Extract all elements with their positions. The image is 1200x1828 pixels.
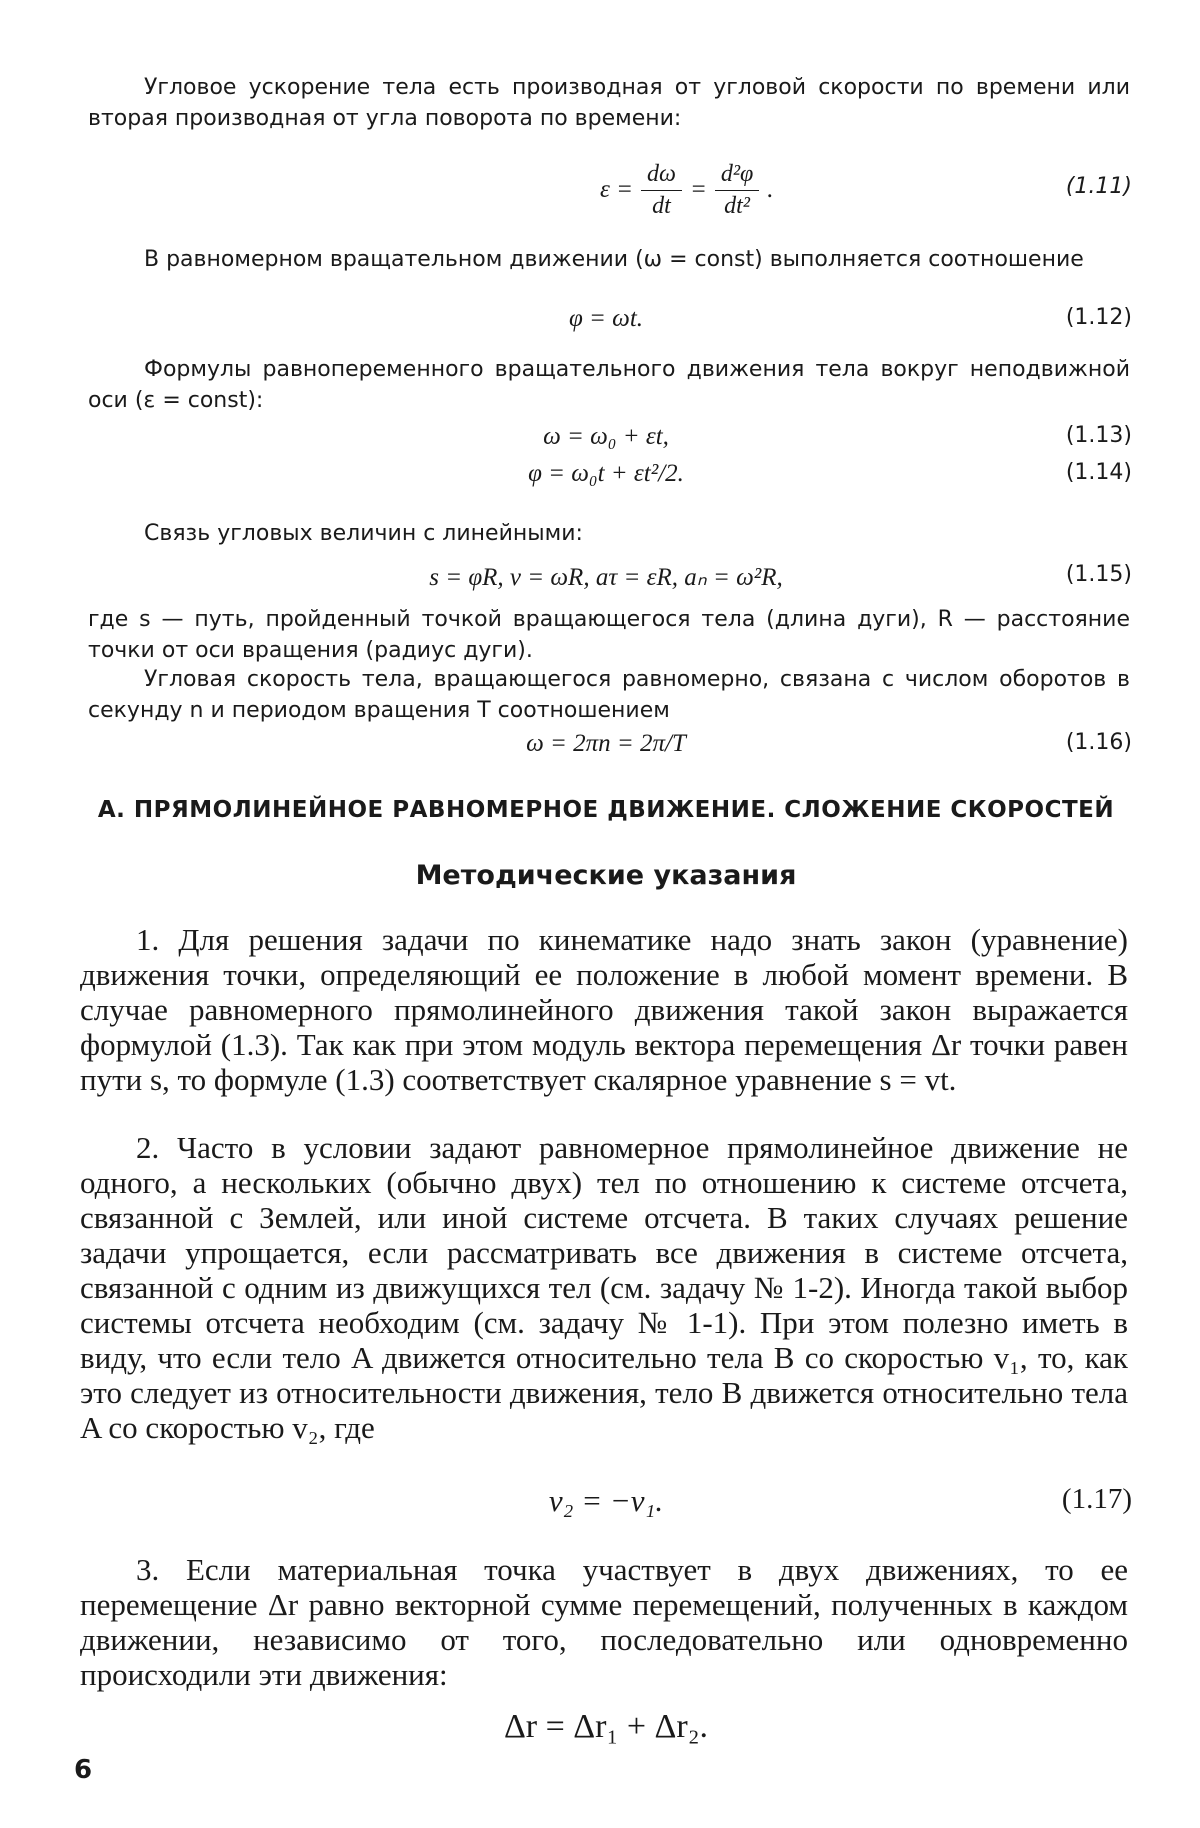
equation-1-17: v₂ = −v₁. (1.17) — [548, 1483, 1132, 1518]
equation-number: (1.12) — [1065, 305, 1132, 330]
paragraph-where-s: где s — путь, пройденный точкой вращающегося тела (длина дуги), R — расстояние точки от оси вращения (радиус дуги). — [88, 607, 1130, 663]
paragraph-item-1: 1. Для решения задачи по кинематике надо знать закон (уравнение) движения точки, определяющий ее положение в любой момент времени. В случае равномерного прямолинейного движения такой закон выражается формулой (1.3). Так как при этом модуль вектора перемещения Δr точки равен пути s, то формуле (1.3) соответствует скалярное уравнение s = vt. — [80, 922, 1128, 1097]
paragraph-variable-rotation: Формулы равнопеременного вращательного движения тела вокруг неподвижной оси (ε = const): — [88, 357, 1130, 413]
paragraph-item-2: 2. Часто в условии задают равномерное прямолинейное движение не одного, а нескольких (обычно двух) тел по отношению к системе отсчета, связанной с Землей, или иной системе отсчета. В таких случаях решение задачи упрощается, если рассматривать все движения в системе отсчета, связанной с одним из движущихся тел (см. задачу № 1-2). Иногда такой выбор системы отсчета необходим (см. задачу № 1-1). При этом полезно иметь в виду, что если тело A движется относительно тела B со скоростью v₁, то, как это следует из относительности движения, тело B движется относительно тела A со скоростью v₂, где — [80, 1130, 1128, 1445]
equation-1-16: ω = 2πn = 2π/T (1.16) — [526, 730, 1132, 757]
equation-number: (1.16) — [1065, 730, 1132, 755]
page-number: 6 — [74, 1755, 93, 1785]
equation-1-14: φ = ω₀t + εt²/2. (1.14) — [528, 460, 1132, 487]
equation-number: (1.14) — [1065, 460, 1132, 485]
equation-number: (1.17) — [1061, 1483, 1132, 1515]
equation-1-11: ε = $\frac{d\omega}{dt}$ = $\frac{\text{d²φ}}{\text{dt²}}$ . (1.11) — [600, 160, 1132, 219]
equation-1-13: ω = ω₀ + εt, (1.13) — [543, 423, 1132, 450]
paragraph-uniform-rotation: В равномерном вращательном движении (ω = const) выполняется соотношение — [144, 247, 1084, 272]
equation-1-15: s = φR, v = ωR, aτ = εR, aₙ = ω²R, (1.15) — [429, 562, 1132, 591]
fraction-domega-dt: $\frac{d\omega}{dt}$ — [641, 161, 682, 220]
section-title: А. ПРЯМОЛИНЕЙНОЕ РАВНОМЕРНОЕ ДВИЖЕНИЕ. СЛОЖЕНИЕ СКОРОСТЕЙ — [97, 797, 1115, 823]
paragraph-angular-linear-link: Связь угловых величин с линейными: — [144, 521, 583, 546]
subheading: Методические указания — [415, 860, 797, 891]
equation-number: (1.13) — [1065, 423, 1132, 448]
paragraph-angular-acceleration: Угловое ускорение тела есть производная от угловой скорости по времени или вторая производная от угла поворота по времени: — [88, 75, 1130, 131]
equation-number: (1.15) — [1065, 562, 1132, 587]
equation-1-12: φ = ωt. (1.12) — [568, 305, 1132, 332]
equation-displacement-sum: Δr = Δr₁ + Δr₂. — [503, 1708, 709, 1745]
equation-number: (1.11) — [1065, 174, 1132, 199]
paragraph-angular-velocity-period: Угловая скорость тела, вращающегося равномерно, связана с числом оборотов в секунду n и периодом вращения T соотношением — [88, 667, 1130, 723]
paragraph-item-3: 3. Если материальная точка участвует в двух движениях, то ее перемещение Δr равно векторной сумме перемещений, полученных в каждом движении, независимо от того, последовательно или одновременно происходили эти движения: — [80, 1552, 1128, 1692]
fraction-d2phi-dt2: $\frac{\text{d²φ}}{\text{dt²}}$ — [715, 161, 759, 220]
